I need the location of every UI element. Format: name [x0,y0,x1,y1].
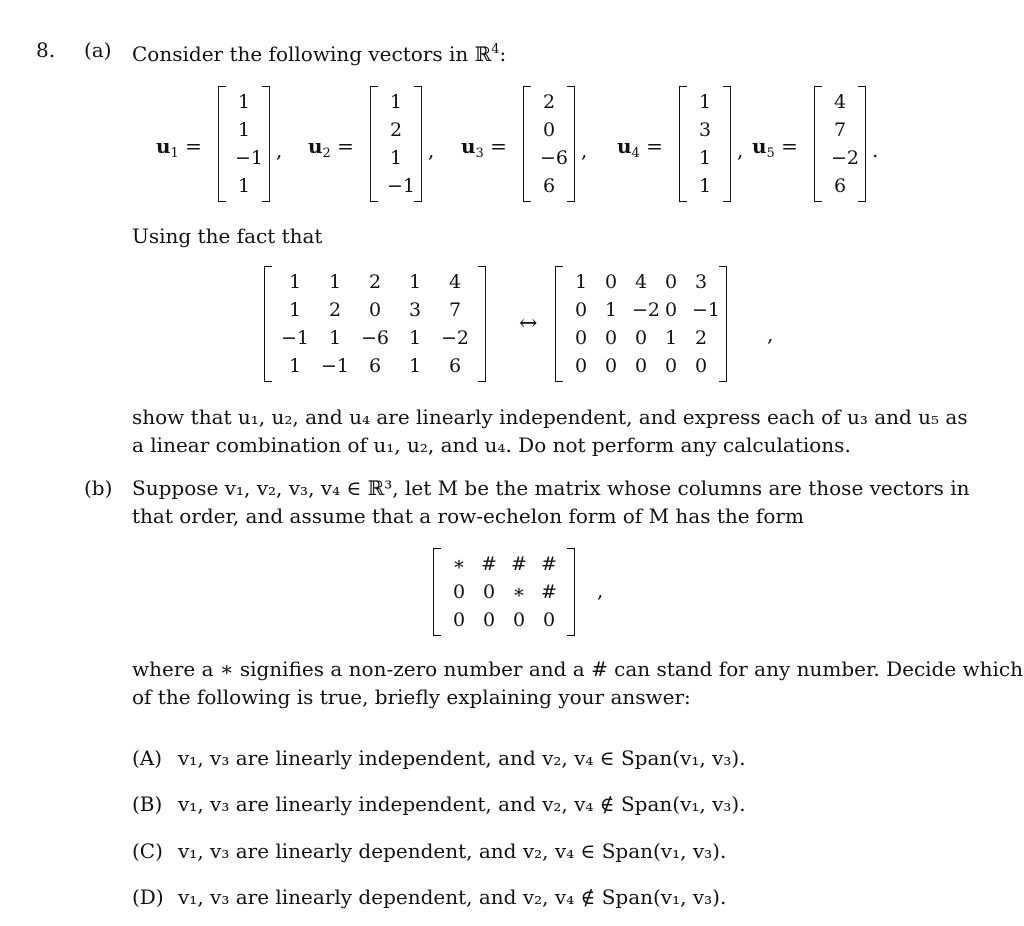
vector-label: $u_2$ = [308,134,354,161]
matrix-entry: 7 [833,119,847,141]
matrix-left [264,266,486,382]
matrix-entry: 0 [512,609,526,631]
matrix-entry: −1 [281,327,310,349]
matrix-entry: 2 [368,271,382,293]
matrix-entry: −2 [441,327,470,349]
vector-subscript: 2 [322,146,331,161]
show-line-2: a linear combination of u₁, u₂, and u₄. Do not perform any calculations. [132,433,851,457]
matrix-entry: 2 [694,327,708,349]
matrix-entry: 1 [408,355,422,377]
matrix-entry: 1 [698,147,712,169]
comma: , [597,578,604,602]
where-line-1: where a ∗ signifies a non-zero number and a # can stand for any number. Decide which [132,657,1024,681]
separator: , [737,138,744,162]
matrix-entry: 0 [482,581,496,603]
matrix-entry: 0 [604,355,618,377]
matrix-entry: # [511,553,527,575]
option-label: (A) [132,746,163,770]
bracket-right [478,266,486,382]
part-b-label: (b) [84,476,113,500]
option-text: v₁, v₃ are linearly independent, and v₂, v₄ ∉ Span(v₁, v₃). [178,792,746,816]
bracket-right [723,86,731,202]
matrix-entry: 0 [664,355,678,377]
vector-matrix [814,86,866,202]
matrix-entry: 1 [698,91,712,113]
bracket-left [814,86,822,202]
bracket-right [567,86,575,202]
matrix-entry: 4 [448,271,462,293]
matrix-entry: 0 [452,609,466,631]
matrix-entry: 0 [694,355,708,377]
matrix-entry: 0 [574,355,588,377]
matrix-entry: 4 [833,91,847,113]
vector-name: u [461,134,476,158]
matrix-right [555,266,727,382]
vector-label: $u_3$ = [461,134,507,161]
matrix-entry: −6 [361,327,390,349]
option-text: v₁, v₃ are linearly dependent, and v₂, v₄ ∉ Span(v₁, v₃). [178,885,727,909]
matrix-entry: 4 [634,271,648,293]
matrix-entry: 3 [408,299,422,321]
vector-matrix [370,86,422,202]
vector-label: $u_5$ = [752,134,798,161]
vector-matrix [218,86,270,202]
option-label: (D) [132,885,164,909]
part-a-intro: Consider the following vectors in ℝ$^4$: [132,42,507,66]
matrix-entry: 6 [833,175,847,197]
separator: , [581,138,588,162]
matrix-entry: # [481,553,497,575]
matrix-entry: 1 [328,327,342,349]
matrix-entry: 1 [408,271,422,293]
separator: , [276,138,283,162]
matrix-entry: 2 [389,119,403,141]
matrix-entry: ∗ [512,581,526,603]
matrix-entry: # [541,553,557,575]
vector-subscript: 4 [631,146,640,161]
matrix-entry: 1 [389,91,403,113]
echelon-matrix [433,548,575,636]
bracket-right [858,86,866,202]
separator: , [428,138,435,162]
problem-number: 8. [36,38,56,62]
separator: . [872,138,879,162]
option-text: v₁, v₃ are linearly dependent, and v₂, v₄ ∈ Span(v₁, v₃). [178,839,727,863]
bracket-left [555,266,563,382]
option-text: v₁, v₃ are linearly independent, and v₂, v₄ ∈ Span(v₁, v₃). [178,746,746,770]
matrix-entry: 6 [542,175,556,197]
bracket-left [370,86,378,202]
matrix-entry: 1 [664,327,678,349]
matrix-entry: 0 [368,299,382,321]
bracket-right [262,86,270,202]
matrix-entry: 1 [604,299,618,321]
show-line-1: show that u₁, u₂, and u₄ are linearly independent, and express each of u₃ and u₅ as [132,405,968,429]
matrix-entry: 1 [237,91,251,113]
matrix-entry: 1 [389,147,403,169]
matrix-entry: 0 [604,271,618,293]
vector-name: u [752,134,767,158]
matrix-entry: 1 [288,355,302,377]
comma: , [767,322,774,346]
matrix-entry: 0 [604,327,618,349]
vector-subscript: 3 [475,146,484,161]
matrix-entry: −1 [321,355,350,377]
equivalence-symbol: ↔ [519,311,538,336]
vector-matrix [679,86,731,202]
bracket-left [264,266,272,382]
matrix-entry: 1 [328,271,342,293]
matrix-entry: 1 [288,271,302,293]
matrix-entry: 6 [368,355,382,377]
vector-name: u [308,134,323,158]
matrix-entry: ∗ [452,553,466,575]
matrix-entry: −1 [235,147,264,169]
vector-name: u [617,134,632,158]
matrix-entry: 3 [694,271,708,293]
matrix-entry: 0 [542,609,556,631]
part-a-label: (a) [84,38,112,62]
matrix-entry: 0 [634,327,648,349]
vector-matrix [523,86,575,202]
matrix-entry: −2 [632,299,661,321]
using-text: Using the fact that [132,224,323,248]
matrix-entry: 0 [452,581,466,603]
matrix-entry: 1 [288,299,302,321]
option-label: (C) [132,839,163,863]
matrix-entry: 7 [448,299,462,321]
matrix-entry: 0 [542,119,556,141]
matrix-entry: 3 [698,119,712,141]
matrix-entry: 1 [574,271,588,293]
matrix-entry: 0 [482,609,496,631]
where-line-2: of the following is true, briefly explaining your answer: [132,685,691,709]
matrix-entry: 0 [574,299,588,321]
matrix-entry: −1 [387,175,416,197]
matrix-entry: 1 [237,175,251,197]
bracket-left [679,86,687,202]
matrix-entry: 0 [574,327,588,349]
vector-label: $u_4$ = [617,134,663,161]
vector-subscript: 1 [170,146,179,161]
bracket-right [414,86,422,202]
bracket-right [719,266,727,382]
matrix-entry: 0 [664,299,678,321]
option-label: (B) [132,792,163,816]
matrix-entry: 6 [448,355,462,377]
matrix-entry: 2 [542,91,556,113]
bracket-left [218,86,226,202]
bracket-right [567,548,575,636]
matrix-entry: −1 [692,299,721,321]
matrix-entry: 2 [328,299,342,321]
bracket-left [433,548,441,636]
matrix-entry: 1 [698,175,712,197]
vector-subscript: 5 [766,146,775,161]
matrix-entry: 1 [408,327,422,349]
matrix-entry: −6 [540,147,569,169]
vector-name: u [156,134,171,158]
matrix-entry: 1 [237,119,251,141]
matrix-entry: −2 [831,147,860,169]
part-b-line-1: Suppose v₁, v₂, v₃, v₄ ∈ ℝ³, let M be the matrix whose columns are those vectors in [132,476,970,500]
matrix-entry: 0 [634,355,648,377]
bracket-left [523,86,531,202]
matrix-entry: 0 [664,271,678,293]
vector-label: $u_1$ = [156,134,202,161]
matrix-entry: # [541,581,557,603]
part-b-line-2: that order, and assume that a row-echelon form of M has the form [132,504,804,528]
